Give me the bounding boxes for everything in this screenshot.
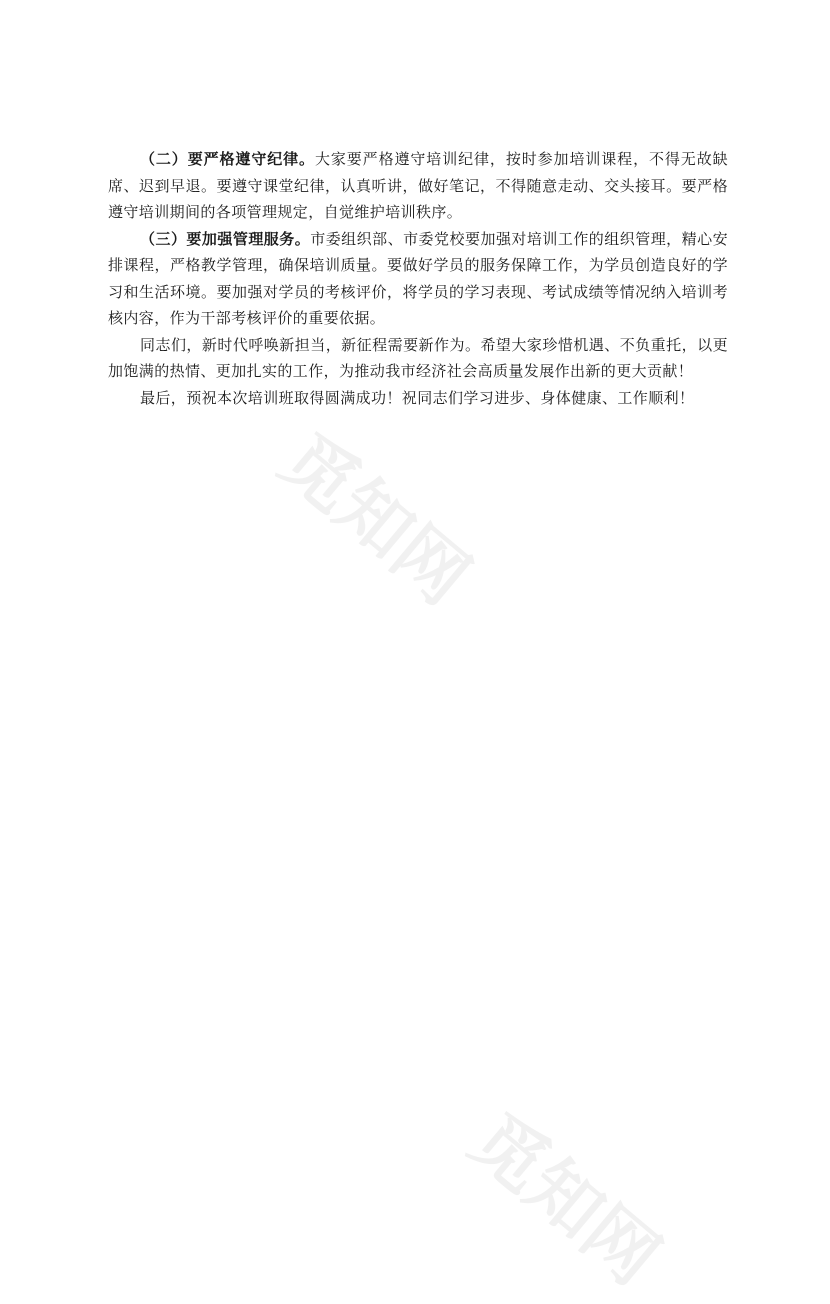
watermark: 觅知网 (455, 1097, 676, 1301)
paragraph-text: 同志们，新时代呼唤新担当，新征程需要新作为。希望大家珍惜机遇、不负重托，以更加饱满的热情、更加扎实的工作，为推动我市经济社会高质量发展作出新的更大贡献！ (108, 335, 728, 380)
paragraph-closing (108, 332, 728, 385)
paragraph-discipline (108, 146, 728, 226)
paragraph-text: 最后，预祝本次培训班取得圆满成功！祝同志们学习进步、身体健康、工作顺利！ (140, 388, 695, 407)
paragraph-heading: （三）要加强管理服务。 (140, 229, 311, 248)
paragraph-wishes (108, 385, 728, 412)
watermark: 觅知网 (265, 417, 486, 621)
paragraph-text: 大家要严格遵守培训纪律，按时参加培训课程，不得无故缺席、迟到早退。要遵守课堂纪律，认真听讲，做好笔记，不得随意走动、交头接耳。要严格遵守培训期间的各项管理规定，自觉维护培训秩序。 (108, 150, 729, 221)
document-body (108, 146, 728, 411)
paragraph-text: 市委组织部、市委党校要加强对培训工作的组织管理，精心安排课程，严格教学管理，确保培训质量。要做好学员的服务保障工作，为学员创造良好的学习和生活环境。要加强对学员的考核评价，将学员的学习表现、考试成绩等情况纳入培训考核内容，作为干部考核评价的重要依据。 (108, 229, 728, 327)
paragraph-management (108, 226, 728, 332)
paragraph-heading: （二）要严格遵守纪律。 (140, 150, 315, 168)
